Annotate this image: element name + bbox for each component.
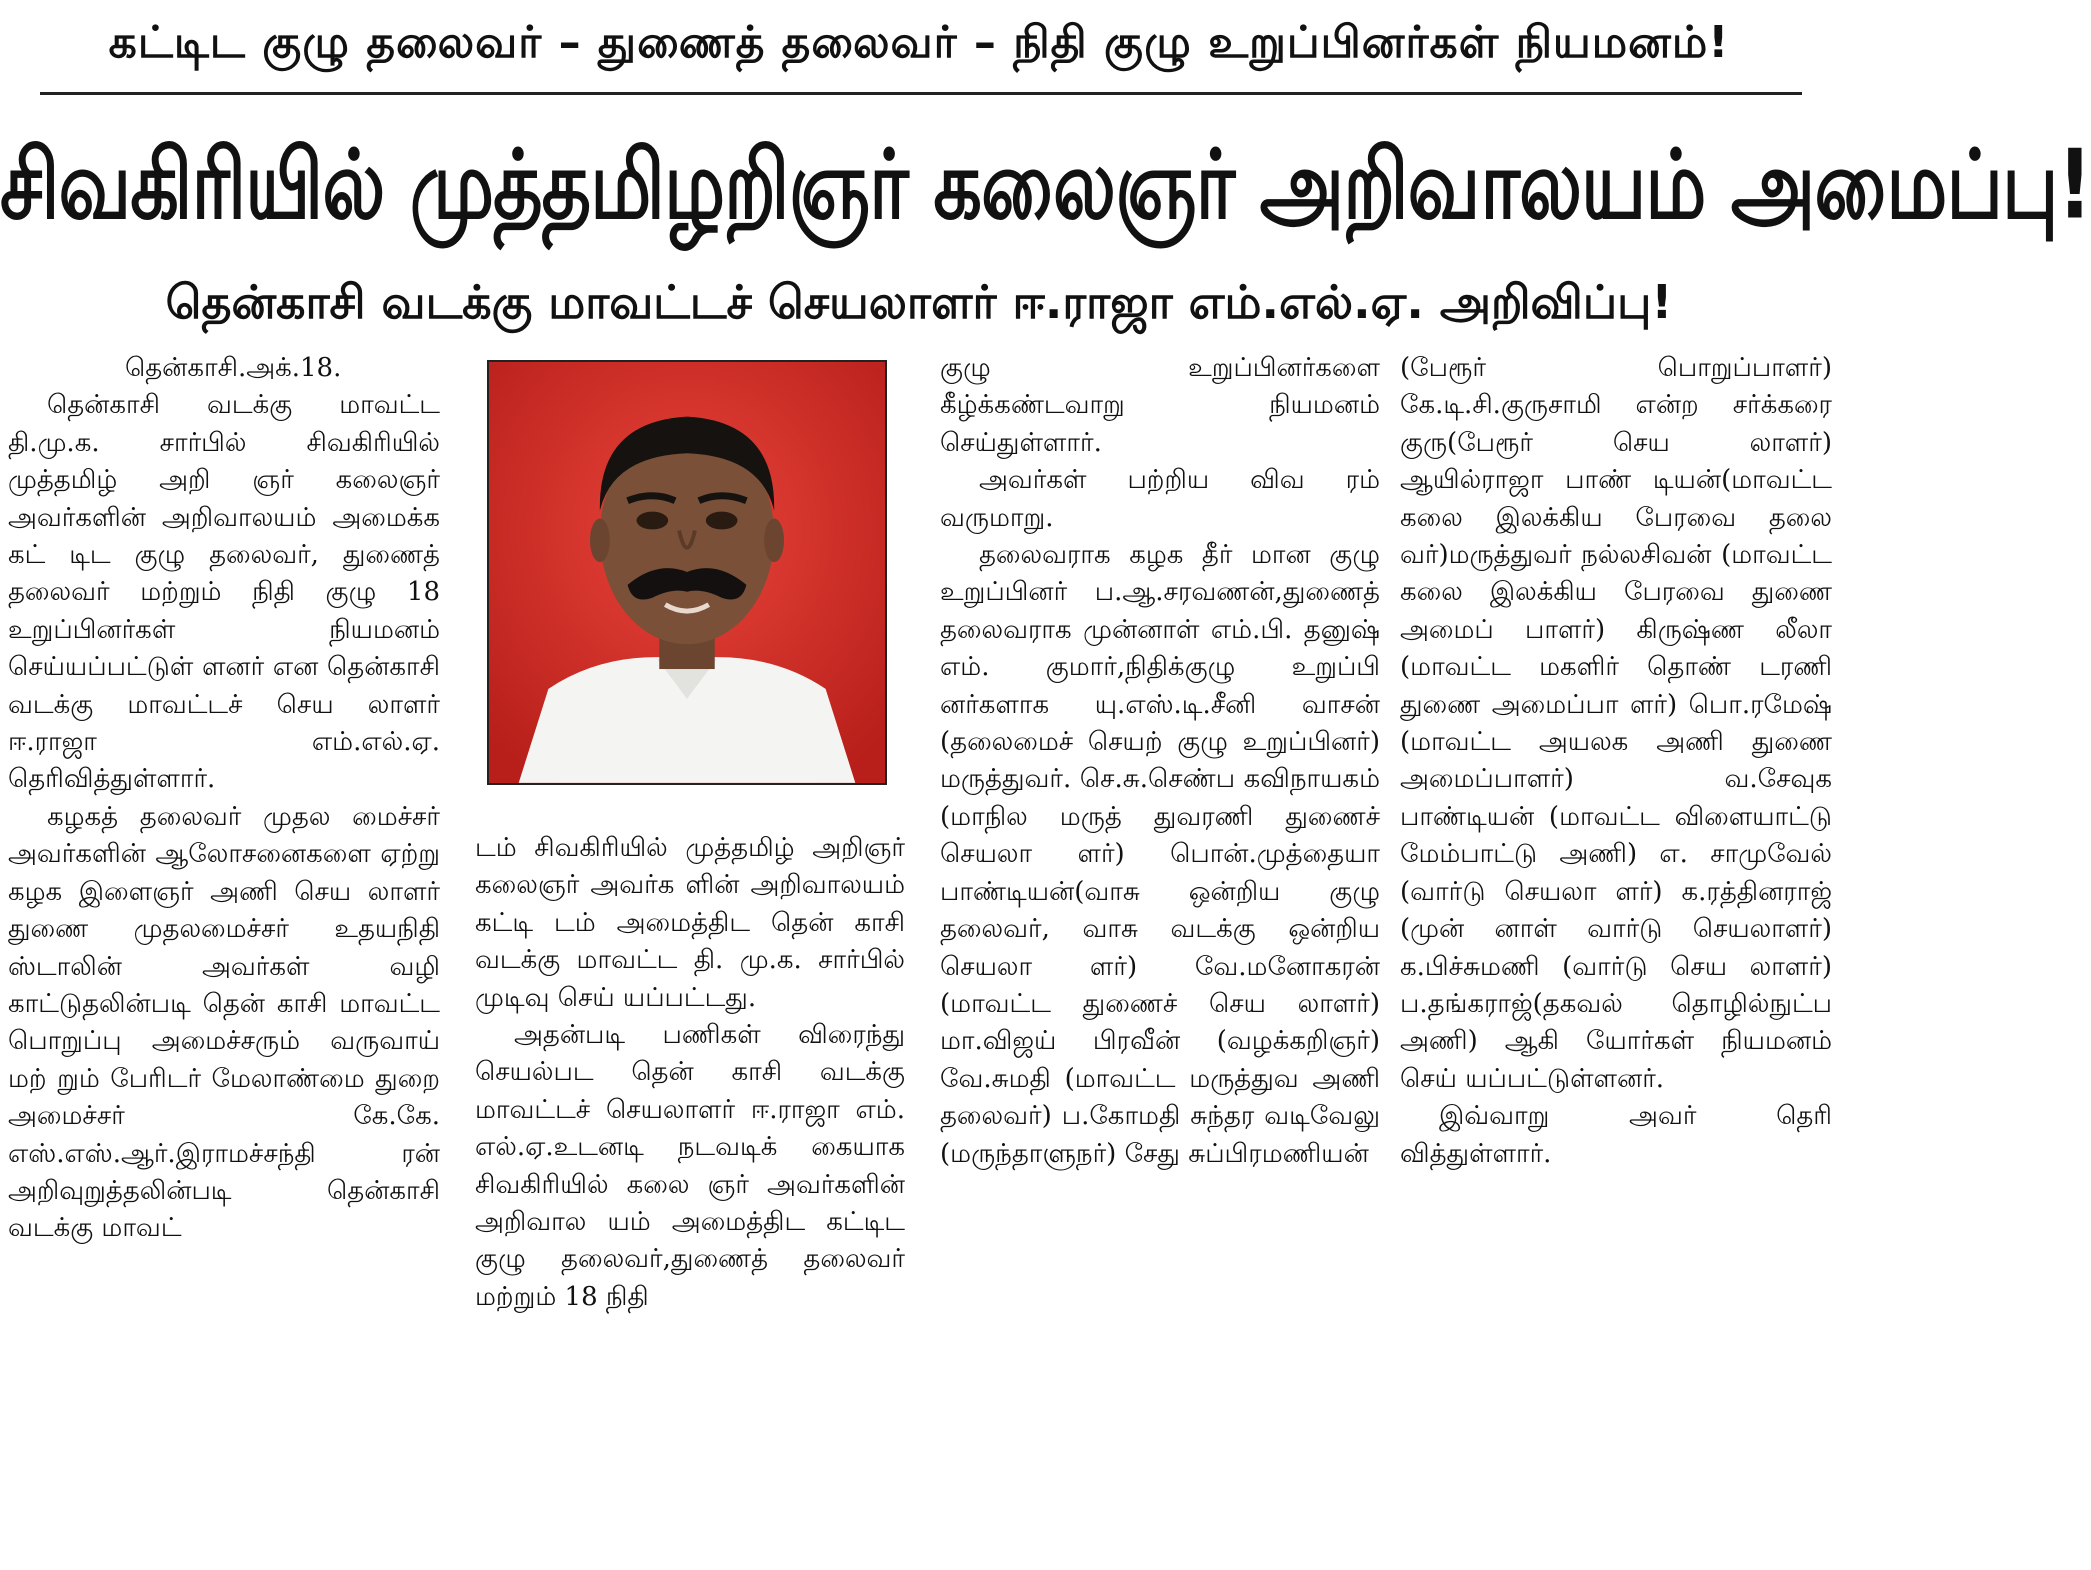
paragraph: இவ்வாறு அவர் தெரி வித்துள்ளார்.	[1400, 1101, 1832, 1169]
kicker-headline: கட்டிட குழு தலைவர் – துணைத் தலைவர் – நிதி குழு உறுப்பினர்கள் நியமனம்!	[108, 17, 1730, 68]
main-headline: சிவகிரியில் முத்தமிழறிஞர் கலைஞர் அறிவாலயம் அமைப்பு!	[0, 128, 2091, 240]
dateline: தென்காசி.அக்.18.	[125, 353, 342, 383]
paragraph: கழகத் தலைவர் முதல மைச்சர் அவர்களின் ஆலோசனைகளை ஏற்று கழக இளைஞர் அணி செய லாளர் துணை முதலமைச்சர் உதயநிதி ஸ்டாலின் அவர்கள் வழி காட்டுதலின்படி தென் காசி மாவட்ட பொறுப்பு அமைச்சரும் வருவாய் மற் றும் பேரிடர் மேலாண்மை துறை அமைச்சர் கே.கே. எஸ்.எஸ்.ஆர்.இராமச்சந்தி ரன் அறிவுறுத்தலின்படி தென்காசி வடக்கு மாவட்	[8, 801, 440, 1244]
article-column-3	[940, 350, 1380, 1562]
article-column-2	[475, 830, 905, 1562]
portrait-photo	[487, 360, 887, 785]
paragraph: (பேரூர் பொறுப்பாளர்) கே.டி.சி.குருசாமி என்ற சர்க்கரை குரு(பேரூர் செய லாளர்) ஆயில்ராஜா பாண் டியன்(மாவட்ட கலை இலக்கிய பேரவை தலை வர்)மருத்துவர் நல்லசிவன் (மாவட்ட கலை இலக்கிய பேரவை துணை அமைப் பாளர்) கிருஷ்ண லீலா (மாவட்ட மகளிர் தொண் டரணி துணை அமைப்பா ளர்) பொ.ரமேஷ் (மாவட்ட அயலக அணி துணை அமைப்பாளர்) வ.சேவுக பாண்டியன் (மாவட்ட விளையாட்டு மேம்பாட்டு அணி) எ. சாமுவேல் (வார்டு செயலா ளர்) க.ரத்தினராஜ் (முன் னாள் வார்டு செயலாளர்) க.பிச்சுமணி (வார்டு செய லாளர்) ப.தங்கராஜ்(தகவல் தொழில்நுட்ப அணி) ஆகி யோர்கள் நியமனம் செய் யப்பட்டுள்ளனர்.	[1400, 353, 1832, 1094]
paragraph: அதன்படி பணிகள் விரைந்து செயல்பட தென் காசி வடக்கு மாவட்டச் செயலாளர் ஈ.ராஜா எம். எல்.ஏ.உடனடி நடவடிக் கையாக சிவகிரியில் கலை ஞர் அவர்களின் அறிவால யம் அமைத்திட கட்டிட குழு தலைவர்,துணைத் தலைவர் மற்றும் 18 நிதி	[475, 1020, 905, 1312]
sub-headline: தென்காசி வடக்கு மாவட்டச் செயலாளர் ஈ.ராஜா எம்.எல்.ஏ. அறிவிப்பு!	[165, 275, 1673, 329]
portrait-photo-icon	[489, 362, 885, 783]
article-column-4	[1400, 350, 1832, 1562]
paragraph: அவர்கள் பற்றிய விவ ரம் வருமாறு.	[940, 465, 1380, 533]
article-column-1	[8, 350, 440, 1562]
paragraph: குழு உறுப்பினர்களை கீழ்க்கண்டவாறு நியமனம் செய்துள்ளார்.	[940, 353, 1380, 458]
paragraph: தென்காசி வடக்கு மாவட்ட தி.மு.க. சார்பில் சிவகிரியில் முத்தமிழ் அறி ஞர் கலைஞர் அவர்களின் அறிவாலயம் அமைக்க கட் டிட குழு தலைவர், துணைத் தலைவர் மற்றும் நிதி குழு 18 உறுப்பினர்கள் நியமனம் செய்யப்பட்டுள் ளனர் என தென்காசி வடக்கு மாவட்டச் செய லாளர் ஈ.ராஜா எம்.எல்.ஏ. தெரிவித்துள்ளார்.	[8, 390, 440, 795]
paragraph: தலைவராக கழக தீர் மான குழு உறுப்பினர் ப.ஆ.சரவணன்,துணைத் தலைவராக முன்னாள் எம்.பி. தனுஷ் எம். குமார்,நிதிக்குழு உறுப்பி னர்களாக யு.எஸ்.டி.சீனி வாசன் (தலைமைச் செயற் குழு உறுப்பினர்) மருத்துவர். செ.சு.செண்ப கவிநாயகம் (மாநில மருத் துவரணி துணைச் செயலா ளர்) பொன்.முத்தையா பாண்டியன்(வாசு ஒன்றிய குழு தலைவர், வாசு வடக்கு ஒன்றிய செயலா ளர்) வே.மனோகரன் (மாவட்ட துணைச் செய லாளர்) மா.விஜய் பிரவீன் (வழக்கறிஞர்) வே.சுமதி (மாவட்ட மருத்துவ அணி தலைவர்) ப.கோமதி சுந்தர வடிவேலு (மருந்தாளுநர்) சேது சுப்பிரமணியன்	[940, 540, 1380, 1169]
paragraph: டம் சிவகிரியில் முத்தமிழ் அறிஞர் கலைஞர் அவர்க ளின் அறிவாலயம் கட்டி டம் அமைத்திட தென் காசி வடக்கு மாவட்ட தி. மு.க. சார்பில் முடிவு செய் யப்பட்டது.	[475, 833, 905, 1013]
